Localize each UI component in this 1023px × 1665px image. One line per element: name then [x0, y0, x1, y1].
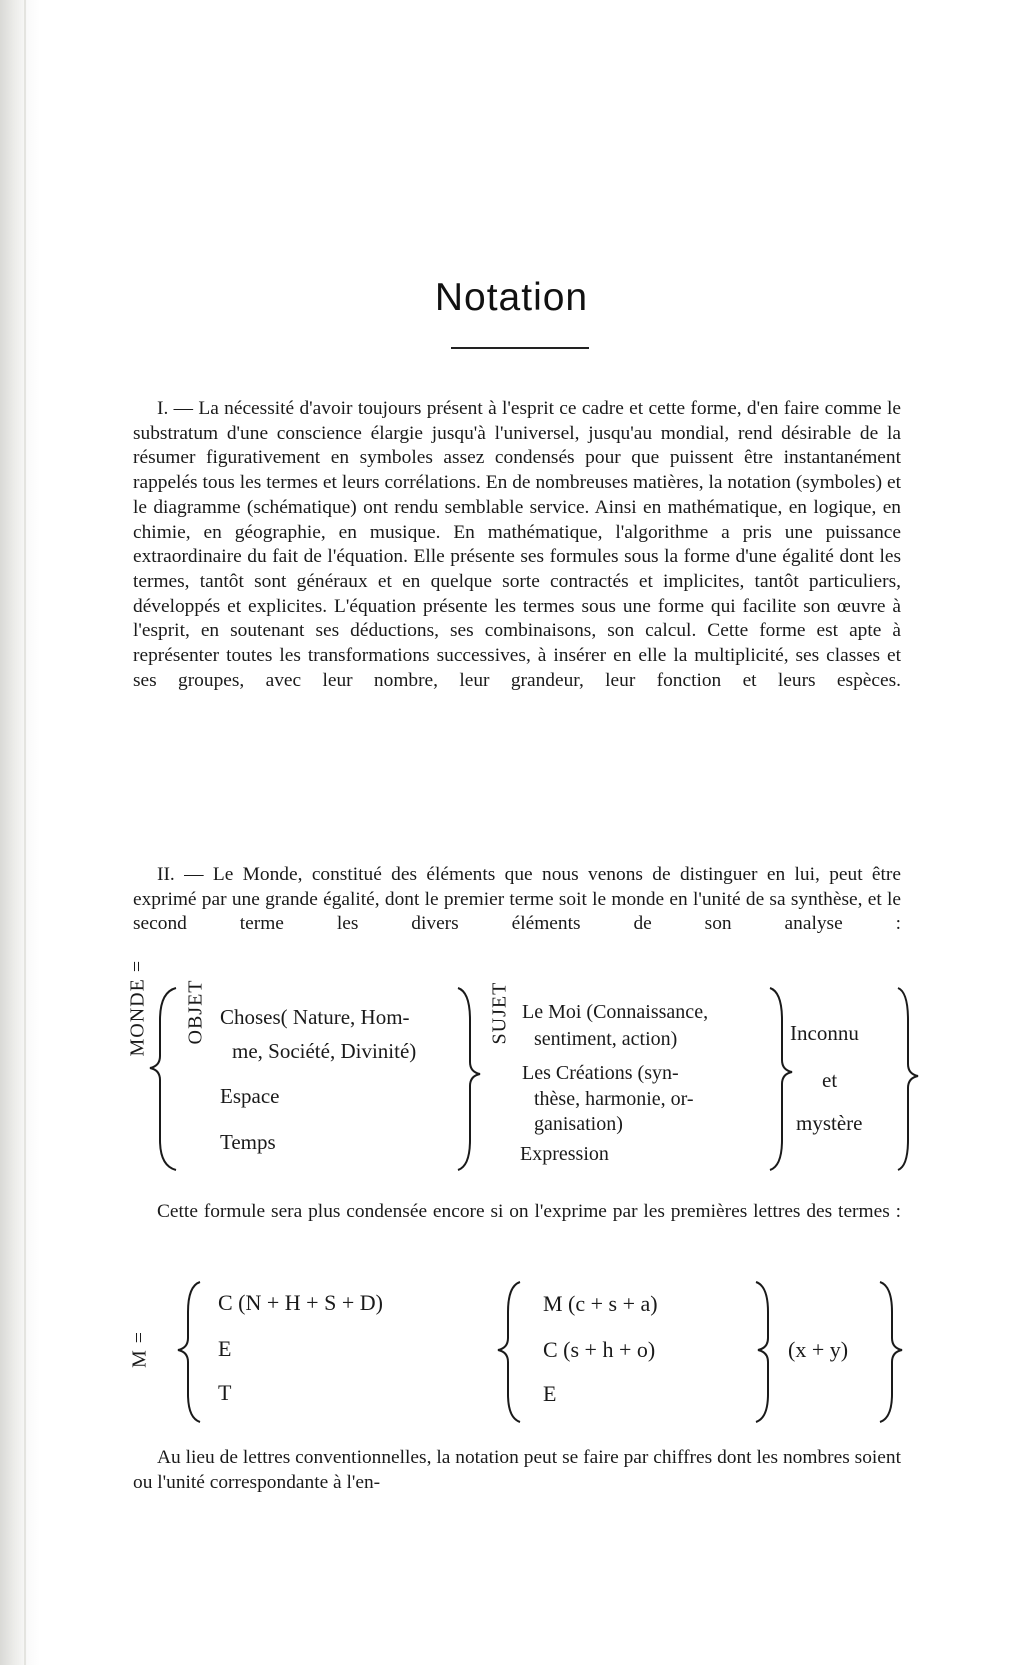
paragraph-2 [133, 863, 901, 937]
objet-item-3: Espace [220, 1084, 280, 1108]
inconnu-item-2: et [822, 1068, 838, 1092]
sujet-item-2: sentiment, action) [534, 1028, 678, 1050]
paragraph-3-text: Cette formule sera plus condensée encore si on l'exprime par les premières lettres des termes : [157, 1201, 901, 1222]
sujet-item-6: Expression [520, 1143, 609, 1165]
brace-f2-right-close [880, 1282, 902, 1422]
brace-objet-open [150, 988, 176, 1170]
title-underline [451, 347, 589, 349]
f2-right-item: (x + y) [788, 1337, 849, 1362]
brace-sujet-close [770, 988, 792, 1170]
sujet-item-1: Le Moi (Connaissance, [522, 1001, 709, 1023]
inconnu-item-3: mystère [796, 1111, 863, 1135]
sujet-label: SUJET [488, 981, 511, 1045]
sujet-item-3: Les Créations (syn- [522, 1062, 679, 1084]
f2-left-item-1: C (N + H + S + D) [218, 1290, 383, 1315]
paragraph-4 [133, 1446, 901, 1495]
sujet-item-5: ganisation) [534, 1113, 623, 1135]
f2-middle-item-1: M (c + s + a) [543, 1291, 658, 1316]
f2-left-item-3: T [218, 1380, 232, 1405]
f2-middle-item-3: E [543, 1381, 557, 1406]
objet-item-4: Temps [220, 1130, 276, 1154]
inconnu-item-1: Inconnu [790, 1021, 859, 1045]
objet-item-2: me, Société, Divinité) [232, 1039, 417, 1063]
paragraph-1-text: I. — La nécessité d'avoir toujours présent à l'esprit ce cadre et cette forme, d'en faire comme le substratum d'une conscience élargie jusqu'à l'universel, jusqu'au mondial, rend désirable de la résumer figurativement en symboles assez condensés pour que puissent être instantanément rappelés tous les termes et leurs corrélations. En de nombreuses matières, la notation (symboles) et le diagramme (schématique) ont rendu semblable service. Ainsi en mathématique, en logique, en chimie, en géographie, en musique. En mathématique, l'algorithme a pris une puissance extraordinaire du fait de l'équation. Elle présente ses formules sous la forme d'une égalité dont les termes, tantôt sont généraux et en quelque sorte contractés et implicites, tantôt particuliers, développés et explicites. L'équation présente les termes sous une forme qui facilite son œuvre à l'esprit, en soutenant ses déductions, ses combinaisons, son calcul. Cette forme est apte à représenter toutes les transformations successives, à insérer en elle la multiplicité, ses classes et ses groupes, avec leur nombre, leur grandeur, leur fonction et leurs espèces. [133, 398, 901, 691]
f2-left-item-2: E [218, 1336, 232, 1361]
f2-middle-item-2: C (s + h + o) [543, 1337, 656, 1362]
brace-f2-middle-open [498, 1282, 520, 1422]
m-label: M = [128, 1330, 151, 1369]
sujet-item-4: thèse, harmonie, or- [534, 1088, 694, 1110]
brace-objet-close [458, 988, 480, 1170]
page-edge-line [24, 0, 26, 1665]
paragraph-2-text: II. — Le Monde, constitué des éléments que nous venons de distinguer en lui, peut être exprimé par une grande égalité, dont le premier terme soit le monde en l'unité de sa synthèse, et le second terme les divers éléments de son analyse : [133, 864, 901, 935]
paragraph-4-text: Au lieu de lettres conventionnelles, la notation peut se faire par chiffres dont les nombres soient ou l'unité correspondante à l'en- [133, 1447, 901, 1493]
page-edge-shadow [0, 0, 40, 1665]
objet-item-1: Choses( Nature, Hom- [220, 1005, 410, 1029]
paragraph-1 [133, 397, 901, 693]
brace-f2-left-open [178, 1282, 200, 1422]
brace-f2-middle-close [756, 1282, 768, 1422]
monde-label: MONDE = [126, 959, 149, 1057]
paragraph-3 [133, 1200, 901, 1225]
objet-label: OBJET [184, 979, 207, 1045]
page-title: Notation [434, 276, 589, 319]
brace-inconnu-open [898, 988, 918, 1170]
